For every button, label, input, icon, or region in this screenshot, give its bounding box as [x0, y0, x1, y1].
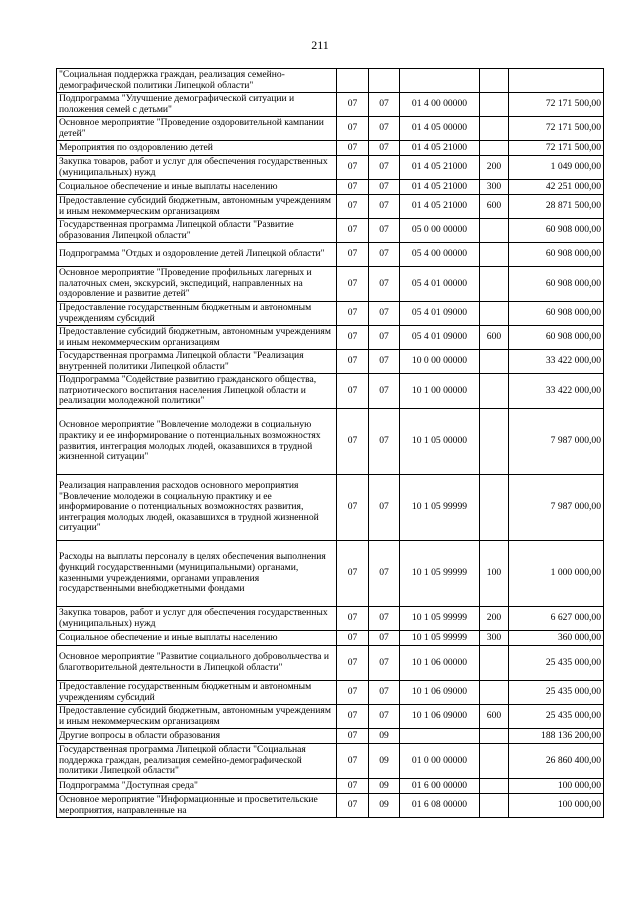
subsection-code: 07: [369, 607, 400, 631]
section-code: 07: [337, 243, 369, 267]
row-name: Подпрограмма "Содействие развитию гражданского общества, патриотического воспитания населения Липецкой области и реализации молодежной политики": [57, 374, 337, 409]
section-code: 07: [337, 475, 369, 541]
row-name: Основное мероприятие "Проведение профильных лагерных и палаточных смен, экскурсий, экспедиций, направленных на оздоровление и развитие детей": [57, 267, 337, 302]
expense-type-code: 600: [480, 326, 509, 350]
row-name: Основное мероприятие "Проведение оздоровительной кампании детей": [57, 117, 337, 141]
amount: 7 987 000,00: [509, 409, 604, 475]
target-article-code: 01 4 05 00000: [400, 117, 480, 141]
expense-type-code: [480, 267, 509, 302]
subsection-code: 07: [369, 705, 400, 729]
subsection-code: 07: [369, 243, 400, 267]
amount: 7 987 000,00: [509, 475, 604, 541]
row-name: Предоставление субсидий бюджетным, автономным учреждениям и иным некоммерческим организациям: [57, 326, 337, 350]
expense-type-code: 600: [480, 195, 509, 219]
subsection-code: 07: [369, 681, 400, 705]
amount: 100 000,00: [509, 779, 604, 794]
amount: 28 871 500,00: [509, 195, 604, 219]
subsection-code: 09: [369, 744, 400, 779]
table-row: [57, 141, 604, 156]
expense-type-code: [480, 243, 509, 267]
subsection-code: 07: [369, 219, 400, 243]
amount: 25 435 000,00: [509, 681, 604, 705]
target-article-code: [400, 69, 480, 93]
row-name: Мероприятия по оздоровлению детей: [57, 141, 337, 156]
table-row: [57, 326, 604, 350]
target-article-code: 10 1 06 09000: [400, 681, 480, 705]
amount: 60 908 000,00: [509, 219, 604, 243]
target-article-code: 01 4 05 21000: [400, 156, 480, 180]
row-name: Социальное обеспечение и иные выплаты населению: [57, 631, 337, 646]
amount: 360 000,00: [509, 631, 604, 646]
amount: 72 171 500,00: [509, 117, 604, 141]
section-code: 07: [337, 779, 369, 794]
subsection-code: 09: [369, 779, 400, 794]
target-article-code: 10 0 00 00000: [400, 350, 480, 374]
amount: 72 171 500,00: [509, 141, 604, 156]
budget-table: [56, 68, 604, 818]
expense-type-code: [480, 117, 509, 141]
row-name: Расходы на выплаты персоналу в целях обеспечения выполнения функций государственными (муниципальными) органами, казенными учреждениями, органами управления государственными внебюджетными фондами: [57, 541, 337, 607]
expense-type-code: [480, 93, 509, 117]
subsection-code: 07: [369, 180, 400, 195]
row-name: Основное мероприятие "Информационные и просветительские мероприятия, направленные на: [57, 794, 337, 818]
target-article-code: 01 0 00 00000: [400, 744, 480, 779]
target-article-code: 01 4 00 00000: [400, 93, 480, 117]
section-code: 07: [337, 729, 369, 744]
section-code: 07: [337, 541, 369, 607]
subsection-code: 09: [369, 794, 400, 818]
table-row: [57, 681, 604, 705]
expense-type-code: [480, 681, 509, 705]
table-row: [57, 243, 604, 267]
subsection-code: 07: [369, 374, 400, 409]
amount: 33 422 000,00: [509, 374, 604, 409]
row-name: Реализация направления расходов основного мероприятия "Вовлечение молодежи в социальную практику и ее информирование о потенциальных возможностях развития, интеграция молодых людей, оказавшихся в трудной жизненной ситуации": [57, 475, 337, 541]
row-name: Основное мероприятие "Вовлечение молодежи в социальную практику и ее информирование о потенциальных возможностях развития, интеграция молодых людей, оказавшихся в трудной жизненной ситуации": [57, 409, 337, 475]
subsection-code: 07: [369, 93, 400, 117]
expense-type-code: [480, 374, 509, 409]
section-code: 07: [337, 93, 369, 117]
row-name: Подпрограмма "Улучшение демографической ситуации и положения семей с детьми": [57, 93, 337, 117]
section-code: 07: [337, 631, 369, 646]
subsection-code: 07: [369, 302, 400, 326]
expense-type-code: [480, 409, 509, 475]
amount: 6 627 000,00: [509, 607, 604, 631]
section-code: 07: [337, 705, 369, 729]
section-code: 07: [337, 302, 369, 326]
table-row: [57, 475, 604, 541]
row-name: Государственная программа Липецкой области "Социальная поддержка граждан, реализация семейно-демографической политики Липецкой области": [57, 744, 337, 779]
target-article-code: 05 4 01 00000: [400, 267, 480, 302]
target-article-code: 10 1 06 09000: [400, 705, 480, 729]
subsection-code: 07: [369, 646, 400, 681]
section-code: 07: [337, 744, 369, 779]
section-code: 07: [337, 180, 369, 195]
expense-type-code: [480, 350, 509, 374]
table-row: [57, 646, 604, 681]
target-article-code: 05 4 00 00000: [400, 243, 480, 267]
amount: 188 136 200,00: [509, 729, 604, 744]
section-code: 07: [337, 646, 369, 681]
subsection-code: 07: [369, 156, 400, 180]
row-name: Государственная программа Липецкой области "Реализация внутренней политики Липецкой области": [57, 350, 337, 374]
expense-type-code: [480, 302, 509, 326]
expense-type-code: 200: [480, 607, 509, 631]
section-code: 07: [337, 374, 369, 409]
target-article-code: 01 4 05 21000: [400, 195, 480, 219]
expense-type-code: 100: [480, 541, 509, 607]
row-name: Закупка товаров, работ и услуг для обеспечения государственных (муниципальных) нужд: [57, 156, 337, 180]
amount: 60 908 000,00: [509, 326, 604, 350]
amount: [509, 69, 604, 93]
table-row: [57, 267, 604, 302]
table-row: [57, 744, 604, 779]
subsection-code: [369, 69, 400, 93]
section-code: [337, 69, 369, 93]
page-number: 211: [311, 38, 329, 52]
table-row: [57, 180, 604, 195]
table-row: [57, 374, 604, 409]
amount: 25 435 000,00: [509, 646, 604, 681]
table-row: [57, 69, 604, 93]
section-code: 07: [337, 141, 369, 156]
section-code: 07: [337, 681, 369, 705]
subsection-code: 07: [369, 350, 400, 374]
expense-type-code: [480, 219, 509, 243]
amount: 33 422 000,00: [509, 350, 604, 374]
row-name: Государственная программа Липецкой области "Развитие образования Липецкой области": [57, 219, 337, 243]
amount: 1 049 000,00: [509, 156, 604, 180]
table-row: [57, 541, 604, 607]
amount: 60 908 000,00: [509, 267, 604, 302]
table-row: [57, 156, 604, 180]
row-name: Подпрограмма "Отдых и оздоровление детей Липецкой области": [57, 243, 337, 267]
section-code: 07: [337, 267, 369, 302]
target-article-code: 10 1 05 00000: [400, 409, 480, 475]
row-name: "Социальная поддержка граждан, реализация семейно-демографической политики Липецкой области": [57, 69, 337, 93]
target-article-code: 10 1 05 99999: [400, 475, 480, 541]
subsection-code: 07: [369, 475, 400, 541]
subsection-code: 09: [369, 729, 400, 744]
target-article-code: 05 4 01 09000: [400, 326, 480, 350]
amount: 72 171 500,00: [509, 93, 604, 117]
expense-type-code: [480, 475, 509, 541]
target-article-code: 01 4 05 21000: [400, 141, 480, 156]
subsection-code: 07: [369, 141, 400, 156]
expense-type-code: [480, 141, 509, 156]
subsection-code: 07: [369, 409, 400, 475]
section-code: 07: [337, 326, 369, 350]
expense-type-code: [480, 794, 509, 818]
amount: 26 860 400,00: [509, 744, 604, 779]
target-article-code: 10 1 00 00000: [400, 374, 480, 409]
target-article-code: 01 6 00 00000: [400, 779, 480, 794]
table-row: [57, 779, 604, 794]
target-article-code: 10 1 06 00000: [400, 646, 480, 681]
row-name: Предоставление субсидий бюджетным, автономным учреждениям и иным некоммерческим организациям: [57, 195, 337, 219]
target-article-code: 01 4 05 21000: [400, 180, 480, 195]
expense-type-code: 300: [480, 631, 509, 646]
amount: 1 000 000,00: [509, 541, 604, 607]
table-row: [57, 705, 604, 729]
subsection-code: 07: [369, 541, 400, 607]
row-name: Предоставление государственным бюджетным и автономным учреждениям субсидий: [57, 302, 337, 326]
table-row: [57, 219, 604, 243]
expense-type-code: [480, 729, 509, 744]
table-row: [57, 729, 604, 744]
target-article-code: 10 1 05 99999: [400, 607, 480, 631]
amount: 25 435 000,00: [509, 705, 604, 729]
row-name: Подпрограмма "Доступная среда": [57, 779, 337, 794]
target-article-code: 01 6 08 00000: [400, 794, 480, 818]
row-name: Другие вопросы в области образования: [57, 729, 337, 744]
section-code: 07: [337, 195, 369, 219]
amount: 60 908 000,00: [509, 302, 604, 326]
section-code: 07: [337, 350, 369, 374]
row-name: Основное мероприятие "Развитие социального добровольчества и благотворительной деятельности в Липецкой области": [57, 646, 337, 681]
section-code: 07: [337, 219, 369, 243]
expense-type-code: [480, 744, 509, 779]
subsection-code: 07: [369, 195, 400, 219]
expense-type-code: 300: [480, 180, 509, 195]
subsection-code: 07: [369, 267, 400, 302]
subsection-code: 07: [369, 326, 400, 350]
target-article-code: 05 4 01 09000: [400, 302, 480, 326]
subsection-code: 07: [369, 631, 400, 646]
table-row: [57, 409, 604, 475]
subsection-code: 07: [369, 117, 400, 141]
section-code: 07: [337, 409, 369, 475]
amount: 60 908 000,00: [509, 243, 604, 267]
table-row: [57, 117, 604, 141]
table-row: [57, 794, 604, 818]
expense-type-code: 600: [480, 705, 509, 729]
row-name: Предоставление государственным бюджетным и автономным учреждениям субсидий: [57, 681, 337, 705]
table-row: [57, 302, 604, 326]
expense-type-code: [480, 779, 509, 794]
target-article-code: 05 0 00 00000: [400, 219, 480, 243]
expense-type-code: [480, 69, 509, 93]
row-name: Закупка товаров, работ и услуг для обеспечения государственных (муниципальных) нужд: [57, 607, 337, 631]
table-row: [57, 350, 604, 374]
target-article-code: 10 1 05 99999: [400, 631, 480, 646]
section-code: 07: [337, 117, 369, 141]
amount: 100 000,00: [509, 794, 604, 818]
target-article-code: [400, 729, 480, 744]
table-row: [57, 195, 604, 219]
table-row: [57, 631, 604, 646]
section-code: 07: [337, 794, 369, 818]
expense-type-code: 200: [480, 156, 509, 180]
row-name: Предоставление субсидий бюджетным, автономным учреждениям и иным некоммерческим организациям: [57, 705, 337, 729]
section-code: 07: [337, 156, 369, 180]
expense-type-code: [480, 646, 509, 681]
target-article-code: 10 1 05 99999: [400, 541, 480, 607]
table-row: [57, 93, 604, 117]
amount: 42 251 000,00: [509, 180, 604, 195]
table-row: [57, 607, 604, 631]
section-code: 07: [337, 607, 369, 631]
row-name: Социальное обеспечение и иные выплаты населению: [57, 180, 337, 195]
